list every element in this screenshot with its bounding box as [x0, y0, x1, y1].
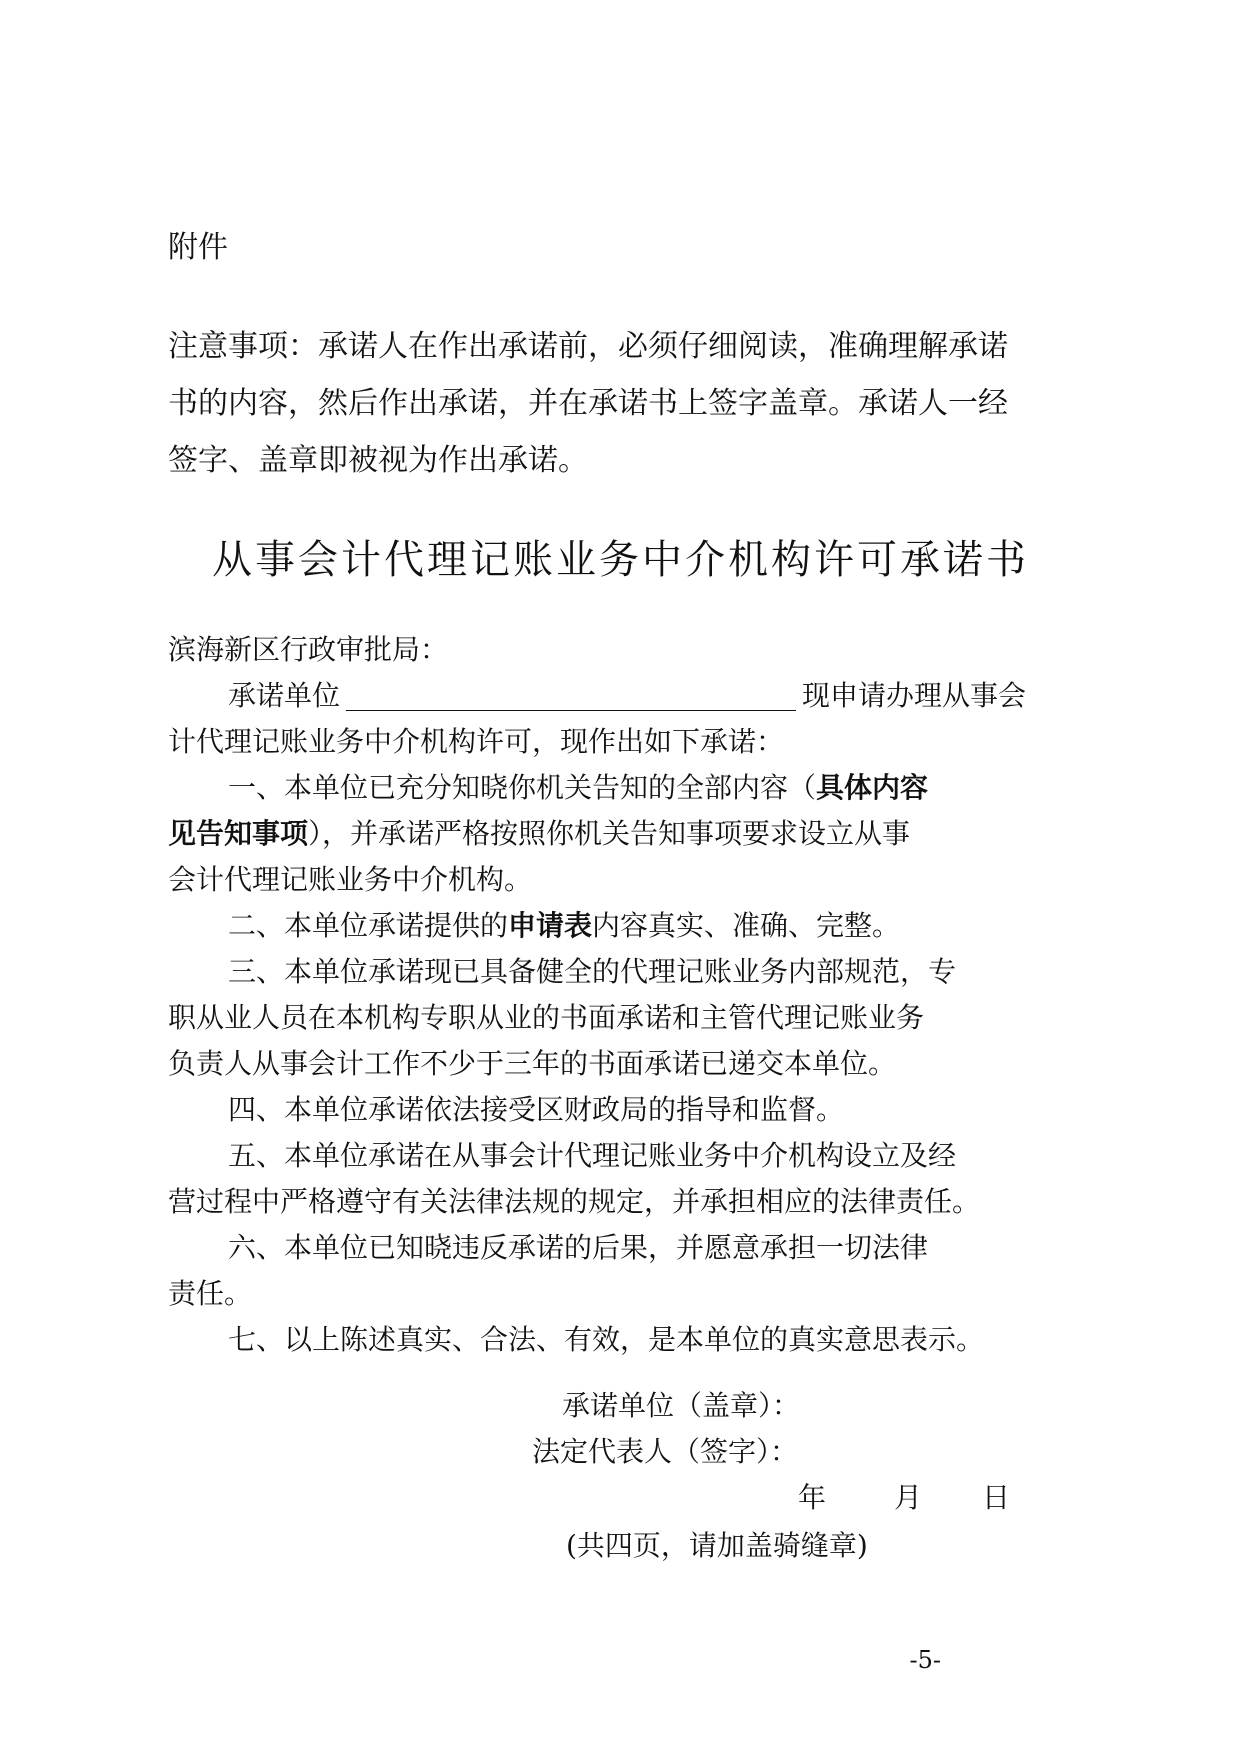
item2-text-b: 内容真实、准确、完整。: [592, 909, 901, 942]
intro-line-2: 计代理记账业务中介机构许可，现作出如下承诺：: [168, 725, 785, 758]
notice-block: [168, 318, 1088, 489]
notice-line-2: 书的内容，然后作出承诺，并在承诺书上签字盖章。承诺人一经: [168, 386, 1008, 421]
notice-label: 注意事项：: [168, 329, 318, 364]
item5-line-1: 五、本单位承诺在从事会计代理记账业务中介机构设立及经: [228, 1139, 957, 1172]
item1-line-3: 会计代理记账业务中介机构。: [168, 863, 533, 896]
addressee: 滨海新区行政审批局：: [168, 633, 449, 666]
item4-line: 四、本单位承诺依法接受区财政局的指导和监督。: [228, 1093, 845, 1126]
item7-line: 七、以上陈述真实、合法、有效，是本单位的真实意思表示。: [228, 1323, 985, 1356]
date-year: 年: [798, 1481, 827, 1514]
item1-text-a: 一、本单位已充分知晓你机关告知的全部内容（: [228, 771, 817, 804]
item1-line-2: [168, 812, 910, 852]
intro-line-1: [228, 674, 1026, 714]
item2-line: [228, 904, 900, 944]
intro-prefix: 承诺单位: [228, 679, 341, 712]
date-month: 月: [894, 1481, 923, 1514]
signature-representative: 法定代表人（签字）：: [532, 1435, 799, 1468]
unit-name-blank: [346, 680, 796, 711]
notice-text-1: 承诺人在作出承诺前，必须仔细阅读，准确理解承诺: [318, 329, 1008, 364]
item3-line-3: 负责人从事会计工作不少于三年的书面承诺已递交本单位。: [168, 1047, 897, 1080]
item6-line-1: 六、本单位已知晓违反承诺的后果，并愿意承担一切法律: [228, 1231, 929, 1264]
item3-line-2: 职从业人员在本机构专职从业的书面承诺和主管代理记账业务: [168, 1001, 925, 1034]
date-day: 日: [982, 1481, 1011, 1514]
item2-text-a: 二、本单位承诺提供的: [228, 909, 509, 942]
notice-line-1: [168, 318, 1088, 375]
item6-line-2: 责任。: [168, 1277, 253, 1310]
item5-line-2: 营过程中严格遵守有关法律法规的规定，并承担相应的法律责任。: [168, 1185, 981, 1218]
intro-suffix: 现申请办理从事会: [802, 679, 1027, 712]
page-number: -5-: [909, 1646, 941, 1674]
item1-bold-1: 具体内容: [816, 771, 929, 804]
item1-text-b: ），并承诺严格按照你机关告知事项要求设立从事: [308, 817, 911, 850]
page-count-note: (共四页，请加盖骑缝章): [566, 1529, 868, 1562]
signature-unit: 承诺单位（盖章）：: [562, 1389, 801, 1422]
item2-bold: 申请表: [508, 909, 593, 942]
notice-line-3: 签字、盖章即被视为作出承诺。: [168, 443, 588, 478]
item1-line-1: [228, 766, 928, 806]
document-title: 从事会计代理记账业务中介机构许可承诺书: [212, 537, 1029, 583]
item1-bold-2: 见告知事项: [168, 817, 309, 850]
attachment-label: 附件: [168, 230, 228, 265]
item3-line-1: 三、本单位承诺现已具备健全的代理记账业务内部规范，专: [228, 955, 957, 988]
